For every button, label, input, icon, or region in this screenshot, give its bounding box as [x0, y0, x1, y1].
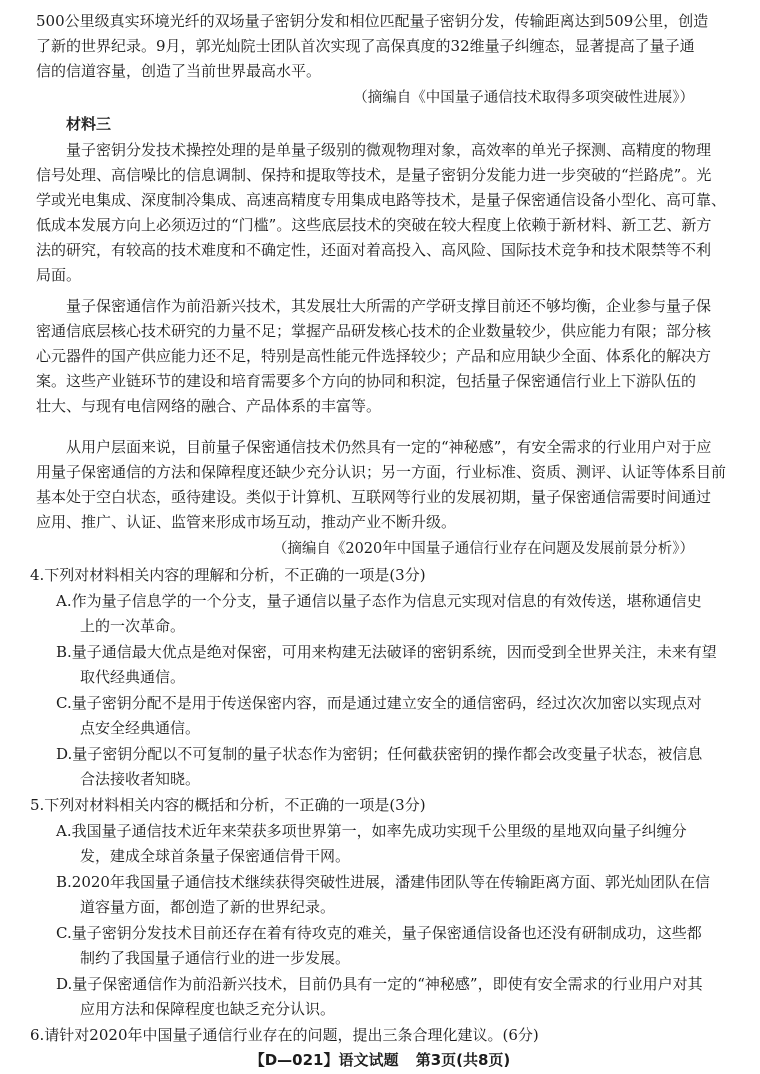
question-stem: 6.请针对2020年中国量子通信行业存在的问题，提出三条合理化建议。(6分)	[30, 1026, 539, 1044]
paragraph-line: 低成本发展方向上必须迈过的“门槛”。这些底层技术的突破在较大程度上依赖于新材料、新工艺、新方	[36, 216, 712, 234]
paragraph-line: 量子密钥分发技术操控处理的是单量子级别的微观物理对象，高效率的单光子探测、高精度的物理	[66, 141, 712, 159]
paragraph-line: 学或光电集成、深度制冷集成、高速高精度专用集成电路等技术，是量子保密通信设备小型化、高可靠、	[36, 191, 727, 209]
option-line: 制约了我国量子通信行业的进一步发展。	[80, 949, 351, 967]
option-line: 取代经典通信。	[80, 668, 186, 686]
option-line: D.量子保密通信作为前沿新兴技术，目前仍具有一定的“神秘感”，即使有安全需求的行业用户对其	[56, 975, 703, 993]
option-line: A.我国量子通信技术近年来荣获多项世界第一，如率先成功实现千公里级的星地双向量子纠缠分	[56, 822, 687, 840]
paragraph-line: 案。这些产业链环节的建设和培育需要多个方向的协同和积淀，包括量子保密通信行业上下游队伍的	[36, 372, 697, 390]
paragraph-line: 了新的世界纪录。9月，郭光灿院士团队首次实现了高保真度的32维量子纠缠态，显著提高了量子通	[36, 37, 695, 55]
option-line: B.量子通信最大优点是绝对保密，可用来构建无法破译的密钥系统，因而受到全世界关注，未来有望	[56, 643, 717, 661]
option-line: 道容量方面，都创造了新的世界纪录。	[80, 898, 336, 916]
option-line: B.2020年我国量子通信技术继续获得突破性进展，潘建伟团队等在传输距离方面、郭光灿团队在信	[56, 873, 710, 891]
page-footer	[0, 1049, 760, 1070]
section-heading: 材料三	[66, 115, 112, 133]
question-stem: 5.下列对材料相关内容的概括和分析，不正确的一项是(3分)	[30, 796, 426, 814]
page-number: 第3页(共8页)	[415, 1051, 511, 1069]
option-line: 发，建成全球首条量子保密通信骨干网。	[80, 847, 351, 865]
paragraph-line: 信号处理、高信噪比的信息调制、保持和提取等技术，是量子密钥分发能力进一步突破的“拦路虎”。光	[36, 166, 712, 184]
option-line: 合法接收者知晓。	[80, 770, 201, 788]
paragraph-line: 基本处于空白状态，亟待建设。类似于计算机、互联网等行业的发展初期，量子保密通信需要时间通过	[36, 488, 712, 506]
option-line: 应用方法和保障程度也缺乏充分认识。	[80, 1000, 336, 1018]
option-line: C.量子密钥分发技术目前还存在着有待攻克的难关，量子保密通信设备也还没有研制成功，这些都	[56, 924, 702, 942]
paragraph-line: 密通信底层核心技术研究的力量不足；掌握产品研发核心技术的企业数量较少，供应能力有限；部分核	[36, 322, 712, 340]
paragraph-line: 应用、推广、认证、监管来形成市场互动，推动产业不断升级。	[36, 513, 457, 531]
exam-code: 【D—021】语文试题	[249, 1051, 399, 1069]
option-line: D.量子密钥分配以不可复制的量子状态作为密钥；任何截获密钥的操作都会改变量子状态，被信息	[56, 745, 703, 763]
paragraph-line: 从用户层面来说，目前量子保密通信技术仍然具有一定的“神秘感”，有安全需求的行业用户对于应	[66, 438, 712, 456]
option-line: C.量子密钥分配不是用于传送保密内容，而是通过建立安全的通信密码，经过次次加密以实现点对	[56, 694, 702, 712]
paragraph-line: 局面。	[36, 266, 82, 284]
paragraph-line: 心元器件的国产供应能力还不足，特别是高性能元件选择较少；产品和应用缺少全面、体系化的解决方	[36, 347, 712, 365]
question-stem: 4.下列对材料相关内容的理解和分析，不正确的一项是(3分)	[30, 566, 426, 584]
option-line: A.作为量子信息学的一个分支，量子通信以量子态作为信息元实现对信息的有效传送，堪称通信史	[56, 592, 702, 610]
option-line: 上的一次革命。	[80, 617, 186, 635]
citation-source: （摘编自《2020年中国量子通信行业存在问题及发展前景分析》）	[272, 541, 694, 557]
option-line: 点安全经典通信。	[80, 719, 201, 737]
paragraph-line: 用量子保密通信的方法和保障程度还缺少充分认识；另一方面，行业标准、资质、测评、认证等体系目前	[36, 463, 727, 481]
paragraph-line: 壮大、与现有电信网络的融合、产品体系的丰富等。	[36, 397, 382, 415]
citation-source: （摘编自《中国量子通信技术取得多项突破性进展》）	[353, 90, 694, 106]
paragraph-line: 量子保密通信作为前沿新兴技术，其发展壮大所需的产学研支撑目前还不够均衡，企业参与量子保	[66, 297, 712, 315]
paragraph-line: 500公里级真实环境光纤的双场量子密钥分发和相位匹配量子密钥分发，传输距离达到509公里，创造	[36, 12, 709, 30]
paragraph-line: 信的信道容量，创造了当前世界最高水平。	[36, 62, 322, 80]
paragraph-line: 法的研究，有较高的技术难度和不确定性，还面对着高投入、高风险、国际技术竞争和技术限禁等不利	[36, 241, 712, 259]
